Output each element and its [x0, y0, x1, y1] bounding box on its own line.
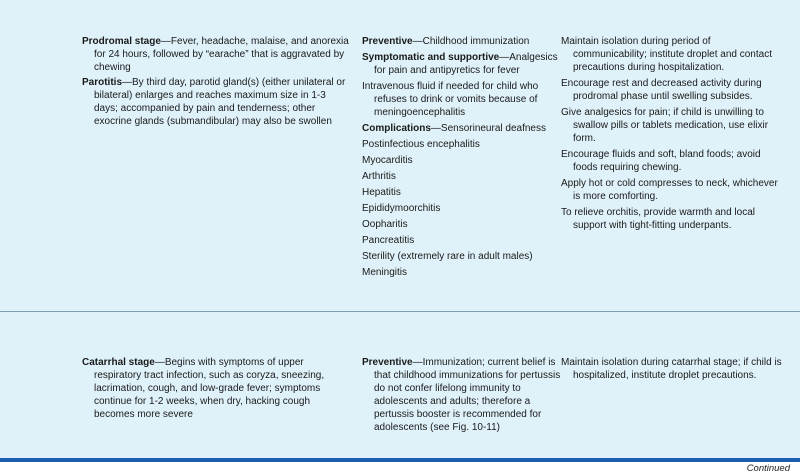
- therapeutic-management-cell: [362, 356, 562, 437]
- list-item: [561, 177, 786, 203]
- list-item: [362, 356, 562, 434]
- list-item: [561, 77, 786, 103]
- list-item-text: Encourage fluids and soft, bland foods; avoid foods requiring chewing.: [561, 149, 761, 173]
- list-item-text: Arthritis: [362, 171, 396, 182]
- list-item: [82, 35, 352, 74]
- list-item-text: To relieve orchitis, provide warmth and local support with tight-fitting underpants.: [561, 207, 755, 231]
- list-item-term: Symptomatic and supportive: [362, 52, 500, 63]
- list-item: [82, 76, 352, 128]
- list-item-text: Give analgesics for pain; if child is unwilling to swallow pills or tablets medication, use elixir form.: [561, 107, 769, 144]
- list-item: [561, 106, 786, 145]
- clinical-manifestations-cell: [82, 35, 352, 130]
- list-item: [561, 356, 786, 382]
- list-item-text: —Analgesics for pain and antipyretics for fever: [374, 52, 558, 76]
- list-item-text: Intravenous fluid if needed for child who refuses to drink or vomits because of meningoencephalitis: [362, 81, 539, 118]
- nursing-care-cell: [561, 356, 786, 385]
- list-item-term: Preventive: [362, 357, 413, 368]
- list-item: [362, 35, 562, 48]
- list-item-text: —Begins with symptoms of upper respiratory tract infection, such as coryza, sneezing, lacrimation, cough, and low-grade fever; symptoms continue for 1-2 weeks, when dry, hacking cough becomes more severe: [94, 357, 325, 420]
- list-item: [82, 356, 352, 421]
- bottom-rule: [0, 458, 800, 462]
- table-row-pertussis: [0, 312, 800, 458]
- list-item-text: Maintain isolation during period of communicability; institute droplet and contact precautions during hospitalization.: [561, 36, 772, 73]
- list-item-text: Encourage rest and decreased activity during prodromal phase until swelling subsides.: [561, 78, 762, 102]
- list-item-text: Oopharitis: [362, 219, 408, 230]
- therapeutic-management-cell: [362, 35, 562, 282]
- list-item: [362, 138, 562, 151]
- list-item-text: Sterility (extremely rare in adult males): [362, 251, 533, 262]
- list-item-text: Maintain isolation during catarrhal stage; if child is hospitalized, institute droplet precautions.: [561, 357, 782, 381]
- list-item: [362, 170, 562, 183]
- list-item: [561, 206, 786, 232]
- list-item-text: —Fever, headache, malaise, and anorexia for 24 hours, followed by “earache” that is aggravated by chewing: [94, 36, 349, 73]
- list-item-term: Complications: [362, 123, 431, 134]
- list-item: [362, 80, 562, 119]
- list-item: [362, 202, 562, 215]
- clinical-manifestations-cell: [82, 356, 352, 423]
- list-item: [362, 122, 562, 135]
- list-item-text: Postinfectious encephalitis: [362, 139, 480, 150]
- list-item-text: —Sensorineural deafness: [430, 123, 546, 134]
- list-item-text: Epididymoorchitis: [362, 203, 441, 214]
- list-item: [561, 148, 786, 174]
- list-item: [362, 186, 562, 199]
- list-item: [362, 234, 562, 247]
- list-item: [561, 35, 786, 74]
- list-item: [362, 154, 562, 167]
- list-item-text: Apply hot or cold compresses to neck, whichever is more comforting.: [561, 178, 778, 202]
- list-item: [362, 250, 562, 263]
- list-item: [362, 266, 562, 279]
- nursing-care-cell: [561, 35, 786, 235]
- list-item: [362, 218, 562, 231]
- list-item-text: Hepatitis: [362, 187, 401, 198]
- list-item-text: Pancreatitis: [362, 235, 415, 246]
- list-item: [362, 51, 562, 77]
- list-item-term: Preventive: [362, 36, 413, 47]
- continued-label: Continued: [746, 463, 790, 474]
- list-item-term: Catarrhal stage: [82, 357, 155, 368]
- list-item-text: —By third day, parotid gland(s) (either unilateral or bilateral) enlarges and reaches maximum size in 1-3 days; accompanied by pain and tenderness; other exocrine glands (submandibular) may also be swollen: [94, 77, 346, 127]
- list-item-term: Prodromal stage: [82, 36, 161, 47]
- list-item-text: —Childhood immunization: [412, 36, 530, 47]
- list-item-text: Myocarditis: [362, 155, 413, 166]
- list-item-term: Parotitis: [82, 77, 123, 88]
- list-item-text: —Immunization; current belief is that childhood immunizations for pertussis do not confer lifelong immunity to adolescents and adults; therefore a pertussis booster is recommended for adolescents (see Fig. 10-11): [374, 357, 561, 433]
- list-item-text: Meningitis: [362, 267, 408, 278]
